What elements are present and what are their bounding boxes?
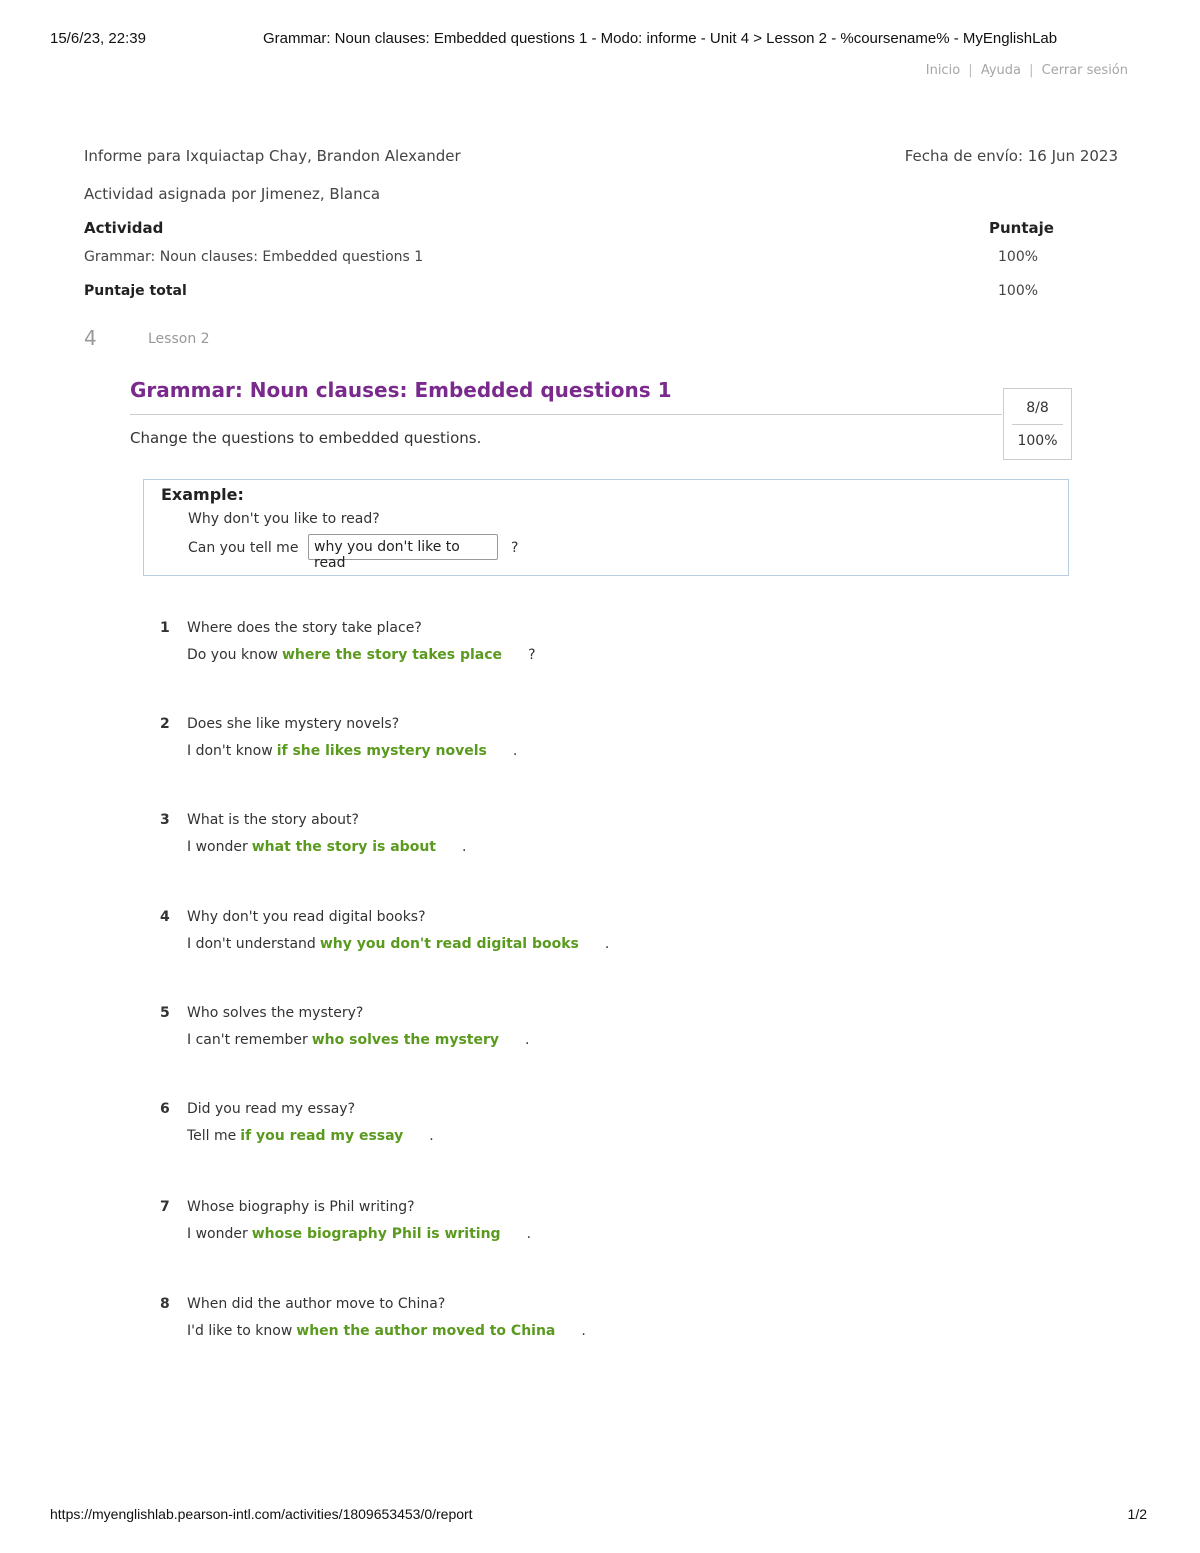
- item-number: 3: [160, 812, 170, 828]
- question-item: [160, 620, 860, 680]
- item-question: Why don't you read digital books?: [187, 909, 426, 925]
- col-score-header: Puntaje: [989, 219, 1054, 237]
- print-page-number: 1/2: [1127, 1506, 1147, 1522]
- help-link[interactable]: Ayuda: [980, 63, 1021, 78]
- score-divider: [1012, 424, 1063, 425]
- question-item: [160, 1005, 860, 1065]
- item-prompt: I don't understand: [187, 936, 316, 952]
- item-number: 1: [160, 620, 170, 636]
- print-datetime: 15/6/23, 22:39: [50, 30, 146, 47]
- item-question: What is the story about?: [187, 812, 359, 828]
- item-answer: where the story takes place: [281, 647, 503, 663]
- assigned-by: Actividad asignada por Jimenez, Blanca: [84, 185, 381, 203]
- question-item: [160, 812, 860, 872]
- item-answer: if you read my essay: [240, 1128, 404, 1144]
- lesson-label: Lesson 2: [148, 331, 210, 347]
- item-end-punct: .: [429, 1128, 434, 1144]
- question-item: [160, 909, 860, 969]
- question-item: [160, 1296, 860, 1356]
- report-for-label: Informe para Ixquiactap Chay, Brandon Alexander: [84, 147, 461, 165]
- sent-date: Fecha de envío: 16 Jun 2023: [904, 147, 1118, 165]
- item-answer: what the story is about: [251, 839, 436, 855]
- activity-title: Grammar: Noun clauses: Embedded questions 1: [130, 378, 672, 402]
- home-link[interactable]: Inicio: [925, 63, 961, 78]
- item-end-punct: .: [461, 839, 467, 855]
- print-footer-url: https://myenglishlab.pearson-intl.com/activities/1809653453/0/report: [50, 1506, 473, 1522]
- item-number: 7: [160, 1199, 170, 1215]
- item-end-punct: ?: [528, 647, 536, 663]
- item-end-punct: .: [526, 1226, 532, 1242]
- score-box: [1003, 388, 1072, 460]
- col-activity-header: Actividad: [84, 219, 164, 237]
- instructions: Change the questions to embedded questions.: [130, 429, 482, 447]
- unit-number: 4: [84, 326, 97, 350]
- item-number: 6: [160, 1101, 170, 1117]
- item-prompt: I don't know: [187, 743, 273, 759]
- item-prompt: Do you know: [187, 647, 278, 663]
- print-title: Grammar: Noun clauses: Embedded questions 1 - Modo: informe - Unit 4 > Lesson 2 - %coursename% - MyEnglishLab: [263, 30, 1058, 47]
- item-end-punct: .: [581, 1323, 586, 1339]
- item-prompt: Tell me: [187, 1128, 237, 1144]
- item-answer: why you don't read digital books: [319, 936, 579, 952]
- top-links: [924, 63, 1130, 78]
- activity-score: 100%: [998, 249, 1039, 265]
- item-question: Who solves the mystery?: [187, 1005, 364, 1021]
- item-prompt: I can't remember: [187, 1032, 308, 1048]
- question-item: [160, 1101, 860, 1161]
- item-question: Did you read my essay?: [187, 1101, 356, 1117]
- item-question: Does she like mystery novels?: [187, 716, 400, 732]
- item-question: When did the author move to China?: [187, 1296, 446, 1312]
- item-end-punct: .: [525, 1032, 530, 1048]
- item-question: Where does the story take place?: [187, 620, 422, 636]
- item-answer: if she likes mystery novels: [276, 743, 487, 759]
- example-answer-field: why you don't like to read: [308, 534, 498, 560]
- item-number: 2: [160, 716, 170, 732]
- link-separator: |: [968, 63, 973, 78]
- item-number: 4: [160, 909, 170, 925]
- title-divider: [130, 414, 1002, 415]
- total-label: Puntaje total: [84, 283, 187, 299]
- example-end-punct: ?: [511, 540, 519, 556]
- item-end-punct: .: [512, 743, 518, 759]
- item-answer: when the author moved to China: [296, 1323, 556, 1339]
- example-box: [143, 479, 1069, 576]
- example-label: Example:: [161, 485, 244, 504]
- item-prompt: I wonder: [187, 839, 248, 855]
- item-number: 8: [160, 1296, 170, 1312]
- total-score: 100%: [998, 283, 1039, 299]
- item-answer: whose biography Phil is writing: [251, 1226, 501, 1242]
- example-prompt: Can you tell me: [188, 540, 299, 556]
- item-end-punct: .: [604, 936, 610, 952]
- item-prompt: I'd like to know: [187, 1323, 293, 1339]
- example-question: Why don't you like to read?: [188, 511, 380, 527]
- item-prompt: I wonder: [187, 1226, 248, 1242]
- item-question: Whose biography is Phil writing?: [187, 1199, 415, 1215]
- score-percent: 100%: [1017, 433, 1058, 449]
- link-separator: |: [1029, 63, 1034, 78]
- question-item: [160, 716, 860, 776]
- item-answer: who solves the mystery: [311, 1032, 499, 1048]
- question-item: [160, 1199, 860, 1259]
- logout-link[interactable]: Cerrar sesión: [1041, 63, 1128, 78]
- item-number: 5: [160, 1005, 170, 1021]
- score-fraction: 8/8: [1026, 400, 1049, 416]
- activity-name: Grammar: Noun clauses: Embedded questions 1: [84, 249, 424, 265]
